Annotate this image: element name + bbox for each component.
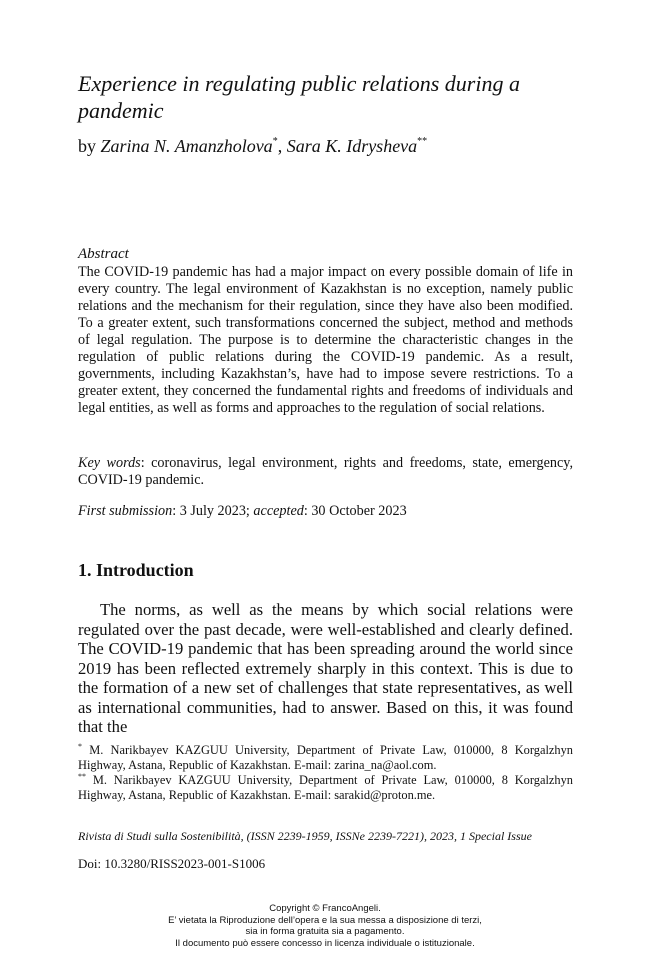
- accepted-label: accepted: [253, 503, 304, 519]
- author-1: Zarina N. Amanzholova: [100, 136, 273, 156]
- keywords: [78, 455, 573, 489]
- article-title: Experience in regulating public relations during a pandemic: [78, 71, 520, 123]
- footnote: [78, 743, 573, 773]
- footnote-mark: *: [78, 742, 82, 751]
- keywords-text: : coronavirus, legal environment, rights and freedoms, state, emergency, COVID-19 pandemic.: [78, 455, 573, 488]
- footnote-mark: **: [78, 772, 86, 781]
- author-2-footnote-mark: **: [417, 136, 428, 147]
- copyright-notice: [0, 903, 650, 949]
- abstract-text: The COVID-19 pandemic has had a major impact on every possible domain of life in every country. The legal environment of Kazakhstan is no exception, namely public relations and the mechanism for their regulation, since they have also been modified. To a greater extent, such transformations concerned the subject, method and methods of legal regulation. The purpose is to determine the characteristic changes in the regulation of public relations during the COVID-19 pandemic. As a result, governments, including Kazakhstan’s, have had to impose severe restrictions. To a greater extent, they concerned the fundamental rights and freedoms of individuals and legal entities, as well as forms and approaches to the regulation of social relations.: [78, 264, 573, 416]
- keywords-label: Key words: [78, 455, 141, 471]
- footnote-text: M. Narikbayev KAZGUU University, Department of Private Law, 010000, 8 Korgalzhyn Highway, Astana, Republic of Kazakhstan. E-mail: zarina_na@aol.com.: [78, 743, 573, 772]
- abstract-heading: Abstract: [78, 246, 129, 262]
- author-2: Sara K. Idrysheva: [286, 136, 418, 156]
- first-submission-label: First submission: [78, 503, 173, 519]
- doi: Doi: 10.3280/RISS2023-001-S1006: [78, 856, 266, 871]
- copyright-line: Il documento può essere concesso in licenza individuale o istituzionale.: [175, 937, 475, 949]
- accepted-date: : 30 October 2023: [303, 503, 407, 519]
- submission-dates: [78, 503, 573, 520]
- journal-citation: Rivista di Studi sulla Sostenibilità, (ISSN 2239-1959, ISSNe 2239-7221), 2023, 1 Special Issue: [78, 829, 532, 843]
- copyright-line: E’ vietata la Riproduzione dell’opera e la sua messa a disposizione di terzi,: [168, 914, 482, 926]
- section-heading-introduction: 1. Introduction: [78, 560, 194, 580]
- author-1-footnote-mark: *: [272, 136, 278, 147]
- copyright-line: sia in forma gratuita sia a pagamento.: [245, 926, 405, 937]
- footnotes: [78, 743, 573, 803]
- first-submission-date: : 3 July 2023;: [172, 503, 254, 519]
- copyright-line: Copyright © FrancoAngeli.: [269, 903, 381, 914]
- byline-prefix: by: [78, 136, 101, 156]
- footnote-text: M. Narikbayev KAZGUU University, Department of Private Law, 010000, 8 Korgalzhyn Highway, Astana, Republic of Kazakhstan. E-mail: sarakid@proton.me.: [78, 773, 573, 802]
- byline: [78, 136, 427, 157]
- introduction-text: The norms, as well as the means by which social relations were regulated over the past decade, were well-established and clearly defined. The COVID-19 pandemic that has been spreading around the world since 2019 has been reflected extremely sharply in this context. This is due to the formation of a new set of challenges that state representatives, as well as international communities, had to answer. Based on this, it was found that the: [78, 600, 573, 736]
- byline-separator: ,: [277, 136, 287, 156]
- footnote: [78, 773, 573, 803]
